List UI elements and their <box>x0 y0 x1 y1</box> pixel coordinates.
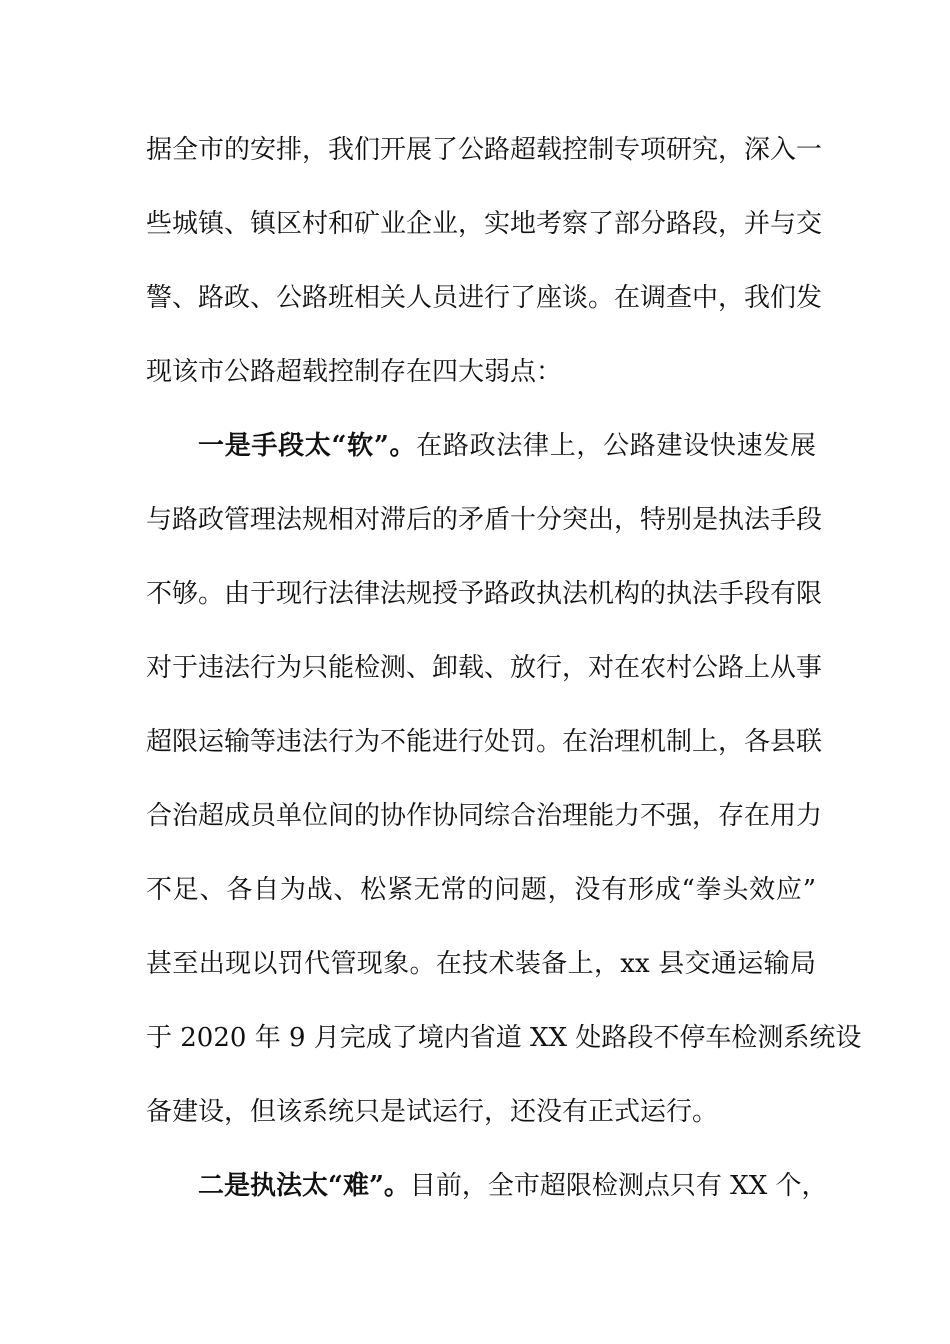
point-two-first-line-text: 目前，全市超限检测点只有 XX 个， <box>409 1171 828 1201</box>
point-one-line-8: 甚至出现以罚代管现象。在技术装备上，xx 县交通运输局 <box>146 949 816 979</box>
point-one-line-6: 合治超成员单位间的协作协同综合治理能力不强，存在用力 <box>146 801 823 831</box>
intro-line-3: 警、路政、公路班相关人员进行了座谈。在调查中，我们发 <box>146 283 823 313</box>
body-text <box>146 120 862 1230</box>
point-one-first-line <box>146 416 816 490</box>
point-two-first-line <box>146 1156 828 1230</box>
point-one-line-7: 不足、各自为战、松紧无常的问题，没有形成“拳头效应” <box>146 875 816 905</box>
point-one-line-5: 超限运输等违法行为不能进行处罚。在治理机制上，各县联 <box>146 727 823 757</box>
point-one-line-3: 不够。由于现行法律法规授予路政执法机构的执法手段有限 <box>146 579 823 609</box>
point-two-heading: 二是执法太“难”。 <box>198 1171 410 1201</box>
intro-line-2: 些城镇、镇区村和矿业企业，实地考察了部分路段，并与交 <box>146 209 823 239</box>
point-one-line-9: 于 2020 年 9 月完成了境内省道 XX 处路段不停车检测系统设 <box>146 1023 862 1053</box>
point-one-line-4: 对于违法行为只能检测、卸载、放行，对在农村公路上从事 <box>146 653 823 683</box>
point-one-line-10: 备建设，但该系统只是试运行，还没有正式运行。 <box>146 1097 719 1127</box>
point-one-first-line-text: 在路政法律上，公路建设快速发展 <box>416 431 816 461</box>
point-one-heading: 一是手段太“软”。 <box>198 431 417 461</box>
point-one-line-2: 与路政管理法规相对滞后的矛盾十分突出，特别是执法手段 <box>146 505 823 535</box>
intro-line-1: 据全市的安排，我们开展了公路超载控制专项研究，深入一 <box>146 135 823 165</box>
intro-line-4: 现该市公路超载控制存在四大弱点： <box>146 357 563 387</box>
